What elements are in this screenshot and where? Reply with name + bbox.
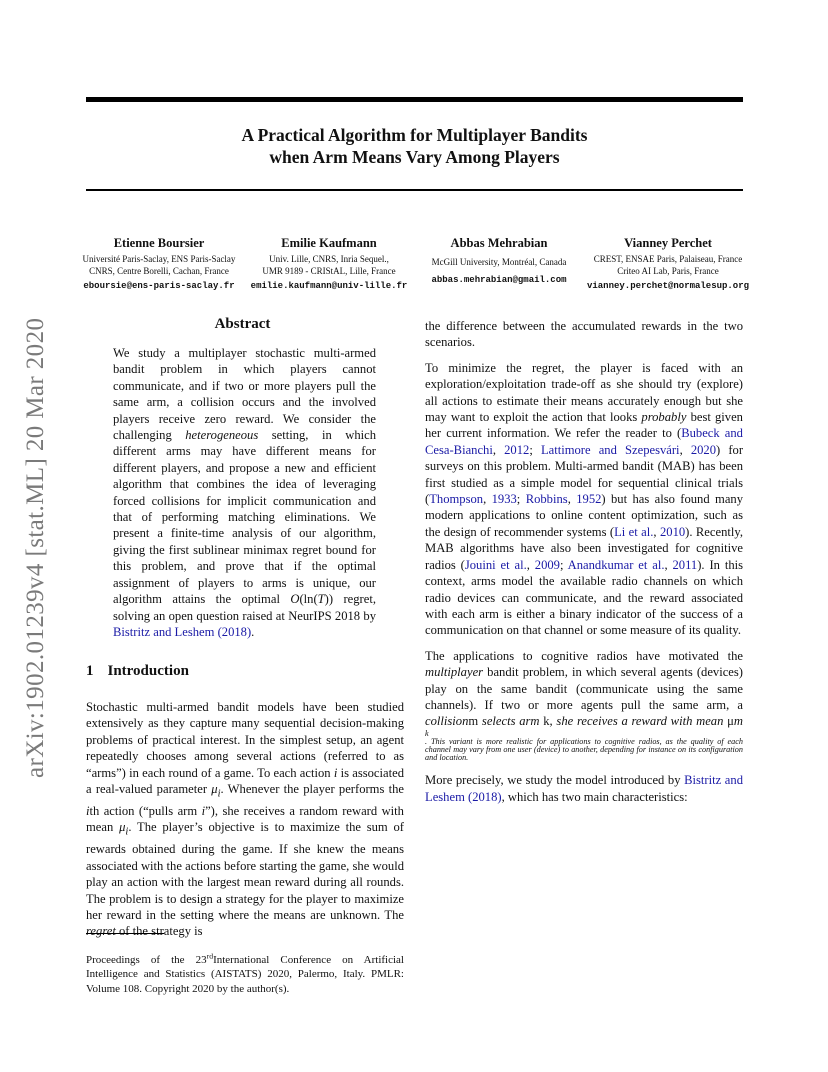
citation-link[interactable]: Li et al. bbox=[614, 524, 654, 539]
abstract-heading: Abstract bbox=[214, 316, 271, 332]
title-top-rule bbox=[86, 97, 743, 102]
citation-link[interactable]: 2010 bbox=[659, 524, 686, 539]
section-number: 1 bbox=[86, 663, 94, 679]
abstract-body bbox=[113, 345, 376, 640]
author-name: Etienne Boursier bbox=[113, 236, 205, 250]
author-email[interactable]: eboursie@ens-paris-saclay.fr bbox=[83, 281, 235, 291]
author-email[interactable]: abbas.mehrabian@gmail.com bbox=[431, 275, 567, 285]
intro-paragraph: Stochastic multi-armed bandit models have been studied extensively as they capture many sequential decision-making problems of practical interest. In the simplest setup, an agent repeatedly chooses among several actions (referred to as “arms”) in each round of a game. To each action i is associated a real-valued parameter $\mu_i$. Whenever the player performs the ith action (“pulls arm i”), she receives a random reward with mean $\mu_i$. The player’s objective is to maximize the sum of rewards obtained during the game. If she knew the means associated with the actions before starting the game, she would play an action with the largest mean reward during all rounds. The problem is to design a strategy for the player to maximize her reward in the setting where the means are unknown. The regret of the strategy is bbox=[86, 700, 404, 939]
author-block bbox=[74, 235, 244, 292]
intro-left-column bbox=[86, 699, 404, 940]
title-bottom-rule bbox=[86, 189, 743, 191]
citation-link[interactable]: Robbins bbox=[525, 492, 568, 507]
paragraph: More precisely, we study the model introduced by Bistritz and Leshem (2018), which has two main characteristics: bbox=[425, 773, 743, 804]
citation-link[interactable]: Thompson bbox=[429, 492, 484, 507]
author-affiliation: UMR 9189 - CRIStAL, Lille, France bbox=[262, 266, 396, 276]
author-affiliation: CNRS, Centre Borelli, Cachan, France bbox=[89, 266, 229, 276]
citation-link[interactable]: Jouini et al. bbox=[464, 557, 527, 572]
author-email[interactable]: vianney.perchet@normalesup.org bbox=[586, 281, 750, 291]
section-title: Introduction bbox=[107, 663, 189, 679]
author-block bbox=[244, 235, 414, 292]
citation-link[interactable]: Anandkumar et al. bbox=[567, 557, 665, 572]
arxiv-stamp: arXiv:1902.01239v4 [stat.ML] 20 Mar 2020 bbox=[22, 317, 49, 778]
citation-link[interactable]: Lattimore and Szepesvári bbox=[540, 442, 680, 457]
author-block bbox=[580, 235, 756, 292]
abstract-paragraph: We study a multiplayer stochastic multi-armed bandit problem in which players cannot communicate, and if two or more players pull the same arm, a collision occurs and the involved players receive zero reward. We consider the challenging heterogeneous setting, in which different arms may have different means for different players, and propose a new and efficient algorithm that combines the idea of leveraging forced collisions for implicit communication and that of performing matching eliminations. We present a finite-time analysis of our algorithm, giving the first sublinear minimax regret bound for this problem, and prove that if the optimal assignment of players to arms is unique, our algorithm attains the optimal O(ln(T)) regret, solving an open question raised at NeurIPS 2018 by Bistritz and Leshem (2018). bbox=[113, 346, 377, 639]
citation-link[interactable]: 1952 bbox=[576, 492, 602, 507]
right-column bbox=[425, 318, 743, 805]
citation-link[interactable]: Bistritz and Leshem (2018) bbox=[113, 624, 252, 639]
author-name: Vianney Perchet bbox=[624, 236, 712, 250]
author-affiliation: McGill University, Montréal, Canada bbox=[431, 257, 567, 267]
footnote: Proceedings of the 23rdInternational Conference on Artificial Intelligence and Statistics (AISTATS) 2020, Palermo, Italy. PMLR: Volume 108. Copyright 2020 by the author(s). bbox=[86, 951, 404, 995]
title-line-1: A Practical Algorithm for Multiplayer Bandits bbox=[241, 125, 588, 145]
citation-link[interactable]: Bubeck and Cesa-Bianchi bbox=[425, 426, 743, 457]
footnote-rule bbox=[86, 933, 164, 934]
author-affiliation: CREST, ENSAE Paris, Palaiseau, France bbox=[593, 254, 743, 264]
paper-title bbox=[86, 124, 743, 168]
citation-link[interactable]: 1933 bbox=[491, 492, 517, 507]
author-affiliation: Université Paris-Saclay, ENS Paris-Saclay bbox=[82, 254, 236, 264]
citation-link[interactable]: Bistritz and Leshem (2018) bbox=[425, 773, 743, 804]
section-heading-introduction bbox=[86, 663, 189, 680]
author-name: Emilie Kaufmann bbox=[281, 236, 377, 250]
author-affiliation: Univ. Lille, CNRS, Inria Sequel., bbox=[269, 254, 389, 264]
citation-link[interactable]: 2020 bbox=[690, 442, 717, 457]
author-name: Abbas Mehrabian bbox=[450, 236, 548, 250]
author-email[interactable]: emilie.kaufmann@univ-lille.fr bbox=[250, 281, 408, 291]
title-line-2: when Arm Means Vary Among Players bbox=[269, 147, 560, 167]
paragraph: To minimize the regret, the player is faced with an exploration/exploitation trade-off as she should try (explore) all actions to estimate their means accurately enough but she may want to exploit the action that looks probably best given her current information. We refer the reader to (Bubeck and Cesa-Bianchi, 2012; Lattimore and Szepesvári, 2020) for surveys on this problem. Multi-armed bandit (MAB) has been first studied as a simple model for sequential clinical trials (Thompson, 1933; Robbins, 1952) but has also found many modern applications to online content optimization, such as the design of recommender systems (Li et al., 2010). Recently, MAB algorithms have also been investigated for cognitive radios (Jouini et al., 2009; Anandkumar et al., 2011). In this context, arms model the available radio channels on which radio devices can communicate, and the reward associated with each arm is either a binary indicator of the success of a communication on that channel or some measure of its quality. bbox=[425, 360, 744, 638]
author-affiliation: Criteo AI Lab, Paris, France bbox=[617, 266, 719, 276]
citation-link[interactable]: 2012 bbox=[504, 442, 530, 457]
paragraph: The applications to cognitive radios have motivated the multiplayer bandit problem, in which several agents (devices) play on the same bandit (communicate using the same channels). If two or more agents pull the same arm, a collisionm selects arm k, she receives a reward with mean μm k . This variant is more realistic for applications to cognitive radios, as the quality of each channel may vary from one user (device) to another, depending for instance on its configuration and location. bbox=[425, 648, 743, 763]
citation-link[interactable]: 2009 bbox=[534, 557, 560, 572]
author-block bbox=[419, 235, 579, 286]
citation-link[interactable]: 2011 bbox=[672, 557, 698, 572]
paragraph: the difference between the accumulated rewards in the two scenarios. bbox=[425, 319, 743, 350]
